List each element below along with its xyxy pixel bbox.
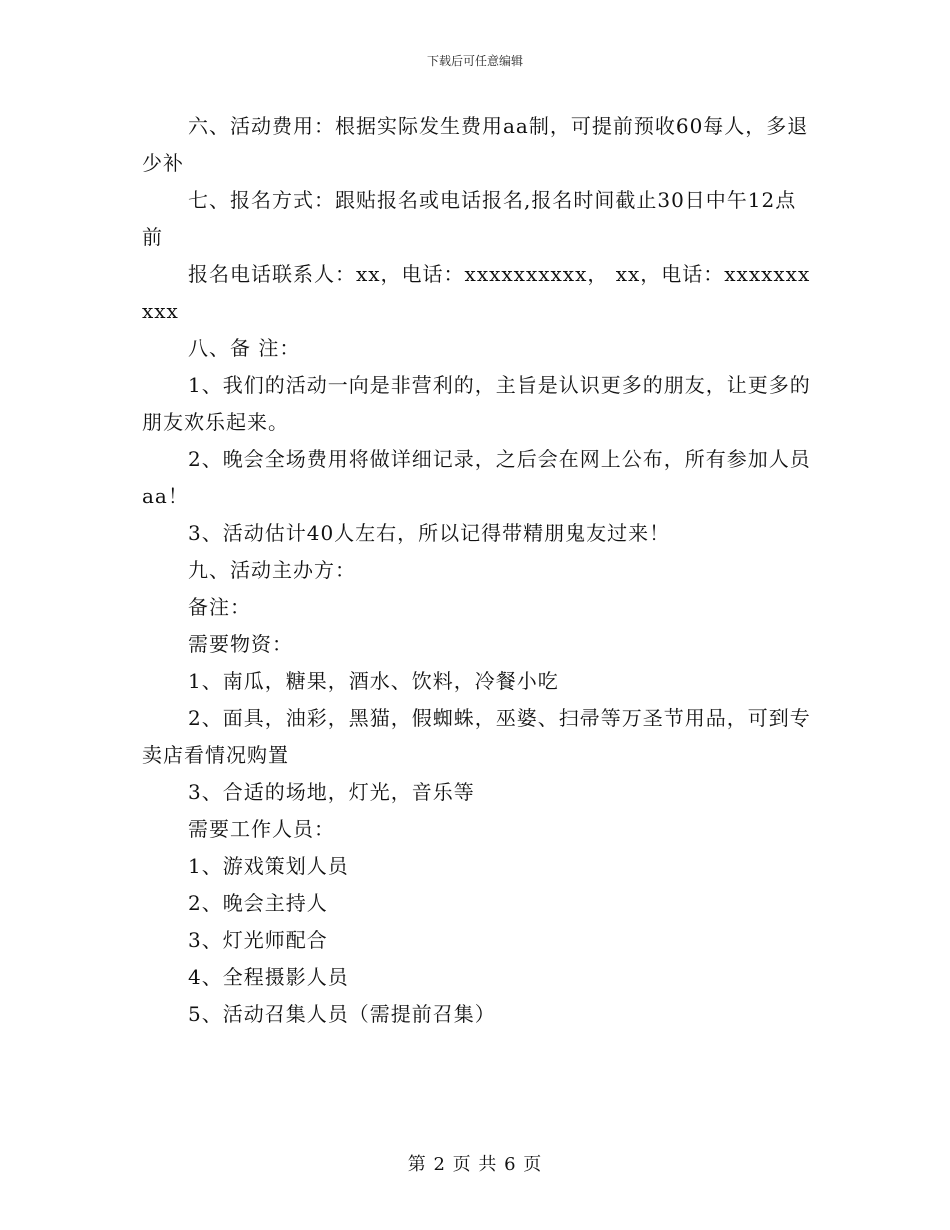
- paragraph-organizer: 九、活动主办方：: [188, 558, 356, 582]
- paragraph-signup-method: 七、报名方式：跟贴报名或电话报名,报名时间截止30日中午12点前: [142, 188, 797, 249]
- paragraph-remark-2: 2、晚会全场费用将做详细记录，之后会在网上公布，所有参加人员aa！: [142, 447, 811, 508]
- paragraph-staff-heading: 需要工作人员：: [188, 817, 335, 841]
- paragraph-remark-1: 1、我们的活动一向是非营利的，主旨是认识更多的朋友，让更多的朋友欢乐起来。: [142, 373, 811, 434]
- paragraph-staff-3: 3、灯光师配合: [188, 928, 328, 952]
- paragraph-fee: 六、活动费用：根据实际发生费用aa制，可提前预收60每人，多退少补: [142, 114, 809, 175]
- paragraph-material-3: 3、合适的场地，灯光，音乐等: [188, 780, 475, 804]
- paragraph-remarks-heading: 八、备 注：: [188, 336, 301, 360]
- paragraph-staff-2: 2、晚会主持人: [188, 891, 328, 915]
- paragraph-material-2: 2、面具，油彩，黑猫，假蜘蛛，巫婆、扫帚等万圣节用品，可到专卖店看情况购置: [142, 706, 811, 767]
- paragraph-remark-3: 3、活动估计40人左右，所以记得带精朋鬼友过来！: [188, 521, 671, 545]
- paragraph-materials-heading: 需要物资：: [188, 632, 293, 656]
- page-footer: 第 2 页 共 6 页: [407, 1154, 543, 1175]
- paragraph-signup-contact: 报名电话联系人：xx，电话：xxxxxxxxxx， xx，电话：xxxxxxxxxx: [142, 262, 811, 323]
- paragraph-material-1: 1、南瓜，糖果，酒水、饮料，冷餐小吃: [188, 669, 559, 693]
- paragraph-staff-5: 5、活动召集人员（需提前召集）: [188, 1002, 496, 1026]
- paragraph-staff-4: 4、全程摄影人员: [188, 965, 349, 989]
- paragraph-note: 备注：: [188, 595, 251, 619]
- paragraph-staff-1: 1、游戏策划人员: [188, 854, 349, 878]
- document-body: [142, 108, 812, 1033]
- page-header: 下载后可任意编辑: [426, 54, 523, 68]
